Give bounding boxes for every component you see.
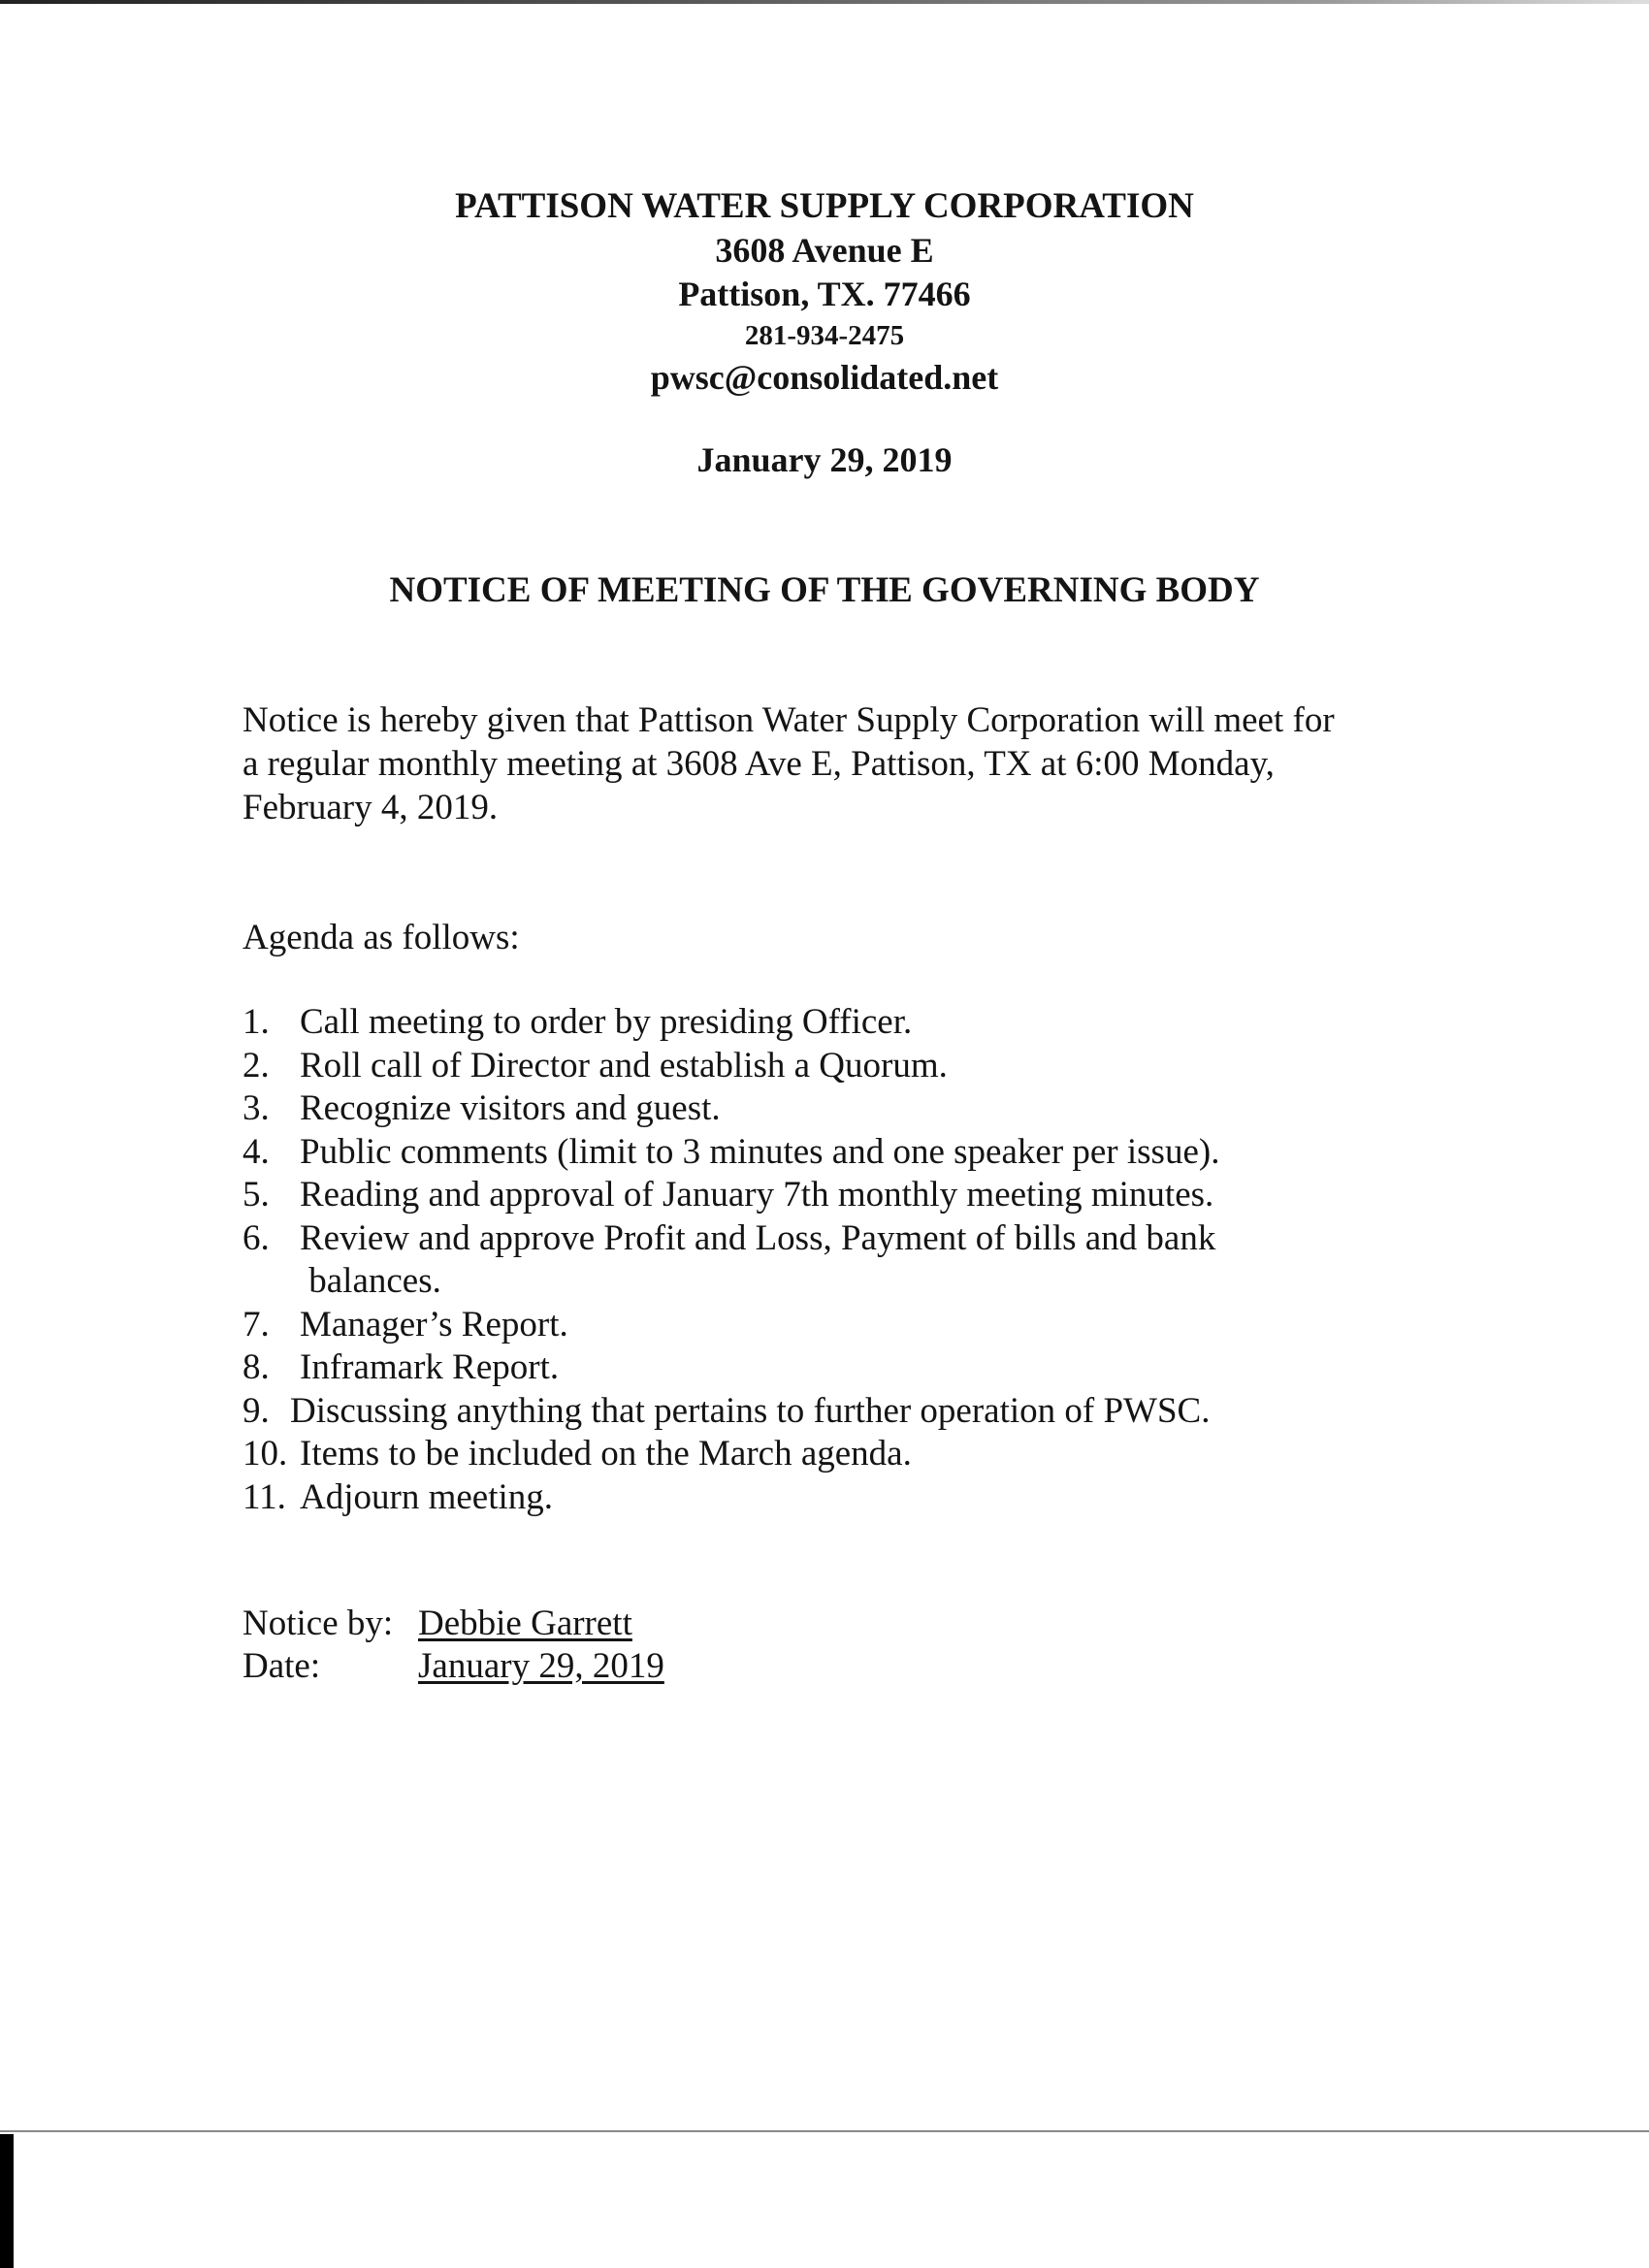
notice-body-line: February 4, 2019. [242,788,499,827]
agenda-item-number: 1. [242,1002,270,1042]
agenda-item [242,1217,1406,1261]
notice-by-value: Debbie Garrett [418,1604,632,1643]
email-address: pwsc@consolidated.net [650,358,999,397]
date-row [242,1645,664,1688]
agenda-item [242,1390,1406,1434]
notice-title: NOTICE OF MEETING OF THE GOVERNING BODY [389,570,1260,610]
agenda-item [242,1304,1406,1347]
agenda-item-text: Recognize visitors and guest. [300,1088,721,1128]
agenda-item-continuation [242,1260,1406,1304]
scan-edge-bar [0,2134,14,2268]
agenda-item [242,1346,1406,1390]
agenda-item [242,1131,1406,1175]
organization-name: PATTISON WATER SUPPLY CORPORATION [455,186,1194,226]
agenda-item-text: Public comments (limit to 3 minutes and one speaker per issue). [300,1131,1220,1172]
agenda-item [242,1001,1406,1045]
agenda-list [242,1001,1406,1519]
agenda-item-number: 5. [242,1175,270,1215]
agenda-intro: Agenda as follows: [242,918,520,957]
agenda-item-number: 7. [242,1304,270,1345]
agenda-item-number: 2. [242,1045,270,1085]
agenda-item-text: Review and approve Profit and Loss, Payment of bills and bank [300,1217,1216,1258]
page-divider [0,2130,1649,2132]
date-label: Date: [242,1646,321,1686]
agenda-item-number: 11. [242,1476,286,1517]
agenda-item-text: Inframark Report. [300,1347,560,1387]
agenda-item-number: 4. [242,1131,270,1172]
agenda-item-text: balances. [300,1261,441,1301]
agenda-item-number [242,1260,300,1304]
notice-body-line: a regular monthly meeting at 3608 Ave E, Pattison, TX at 6:00 Monday, [242,744,1275,784]
agenda-item [242,1476,1406,1520]
notice-by-label: Notice by: [242,1604,394,1643]
agenda-item [242,1087,1406,1131]
agenda-item-number: 9. [242,1390,270,1431]
notice-body [242,698,1465,829]
agenda-item [242,1174,1406,1217]
notice-date: January 29, 2019 [696,440,953,479]
agenda-item-text: Items to be included on the March agenda. [300,1434,912,1474]
agenda-item-text: Roll call of Director and establish a Quorum. [300,1045,948,1085]
scan-top-edge [0,0,1649,4]
agenda-item-text: Manager’s Report. [300,1304,568,1345]
agenda-item [242,1045,1406,1088]
agenda-item-text: Adjourn meeting. [300,1476,554,1517]
agenda-item-text: Call meeting to order by presiding Officer. [300,1002,913,1042]
notice-body-line: Notice is hereby given that Pattison Water Supply Corporation will meet for [242,700,1335,740]
signature-block [242,1603,664,1688]
letterhead [0,184,1649,400]
phone-number: 281-934-2475 [744,320,905,351]
agenda-item-text: Reading and approval of January 7th monthly meeting minutes. [300,1175,1214,1215]
agenda-item-number: 6. [242,1217,270,1258]
agenda-item-number: 10. [242,1434,288,1474]
address-line-2: Pattison, TX. 77466 [678,275,971,313]
address-line-1: 3608 Avenue E [715,231,934,270]
agenda-item-number: 3. [242,1088,270,1128]
date-value: January 29, 2019 [418,1646,664,1686]
agenda-item-text: Discussing anything that pertains to further operation of PWSC. [290,1390,1211,1431]
agenda-item [242,1433,1406,1476]
notice-by-row [242,1603,664,1645]
agenda-item-number: 8. [242,1347,270,1387]
